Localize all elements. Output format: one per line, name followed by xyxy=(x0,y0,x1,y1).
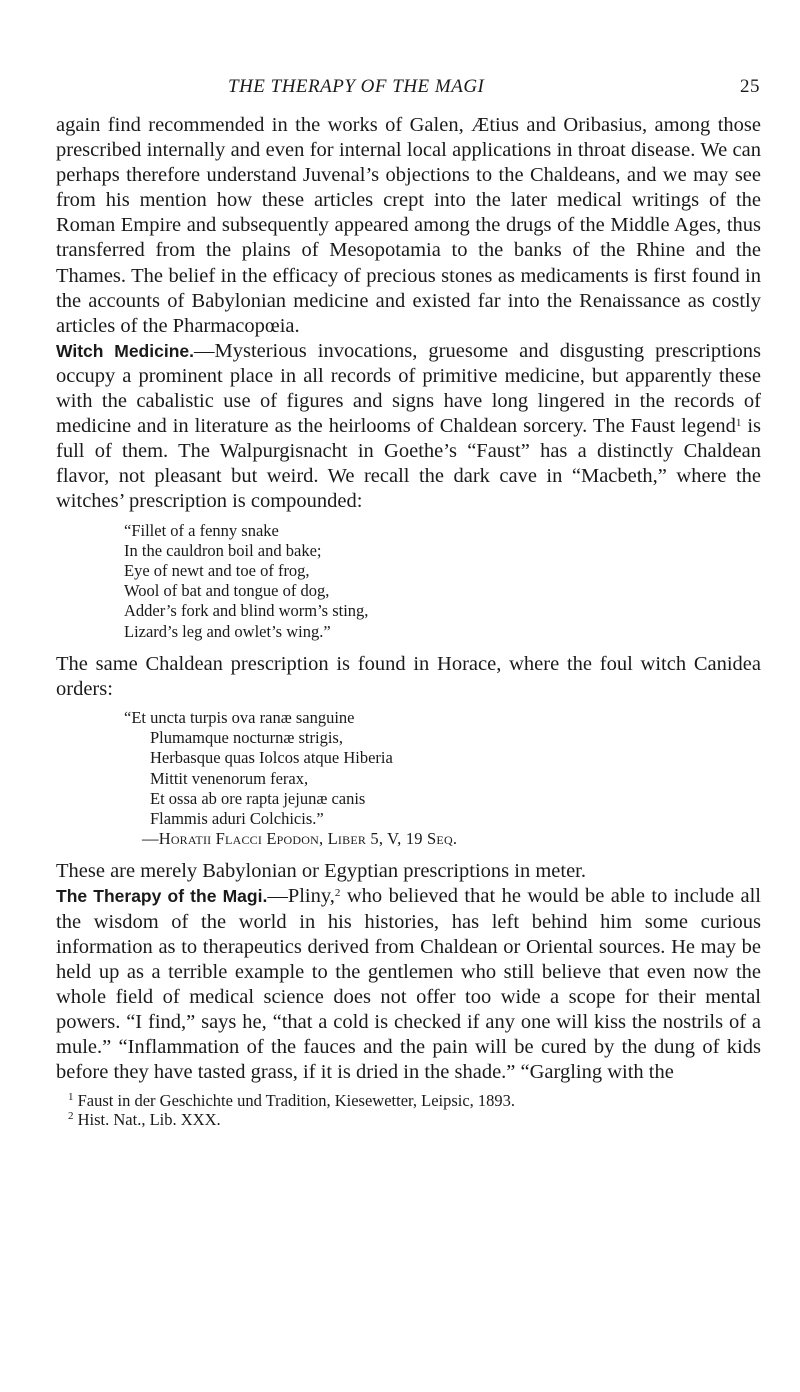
therapy-text-a: —Pliny, xyxy=(267,885,335,908)
footnote-text: Hist. Nat., Lib. XXX. xyxy=(77,1110,221,1130)
footnote-number: 1 xyxy=(68,1091,74,1104)
verse-line: Wool of bat and tongue of dog, xyxy=(124,581,330,601)
footnote-number: 2 xyxy=(68,1110,74,1123)
section-heading-therapy-of-magi: The Therapy of the Magi. xyxy=(56,886,268,907)
paragraph-witch-medicine xyxy=(56,339,761,515)
verse-line: Lizard’s leg and owlet’s wing.” xyxy=(124,621,331,641)
verse-line: “Fillet of a fenny snake xyxy=(124,520,279,540)
therapy-text-b: who believed that he would be able to include all the wisdom of the world in his histories, has left behind him some curious information as to therapeutics derived from Chaldean or Oriental sources. He may be held up as a terrible example to the gentlemen who still believe that even now the whole field of medical science does not offer too wide a scope for their mental powers. “I find,” says he, “that a cold is checked if any one will kiss the nostrils of a mule.” “Inflammation of the fauces and the pain will be cured by the dung of kids before they have tasted grass, if it is dried in the shade.” “Gargling with the xyxy=(56,885,761,1084)
verse-line: Adder’s fork and blind worm’s sting, xyxy=(124,601,369,621)
page-number: 25 xyxy=(740,76,760,97)
running-title: THE THERAPY OF THE MAGI xyxy=(228,76,485,97)
paragraph-precious-stones: again find recommended in the works of Galen, Ætius and Oribasius, among those prescribed internally and even for internal local applications in throat disease. We can perhaps therefore understand Juvenal’s objections to the Chaldeans, and we may see from his mention how these articles crept into the later medical writings of the Roman Empire and subsequently appeared among the drugs of the Middle Ages, thus transferred from the plains of Mesopotamia to the banks of the Rhine and the Thames. The belief in the efficacy of precious stones as medicaments is first found in the accounts of Babylonian medicine and existed far into the Renaissance as costly articles of the Pharmacopœia. xyxy=(56,114,761,337)
verse-line: “Et uncta turpis ova ranæ sanguine xyxy=(124,707,355,727)
horace-verse xyxy=(124,708,761,849)
running-header xyxy=(50,76,760,110)
footnotes xyxy=(56,1091,761,1129)
verse-line: In the cauldron boil and bake; xyxy=(124,540,322,560)
macbeth-verse xyxy=(124,521,761,642)
paragraph-therapy-of-magi xyxy=(56,884,761,1085)
verse-line: Mittit venenorum ferax, xyxy=(150,768,309,788)
verse-line: Herbasque quas Iolcos atque Hiberia xyxy=(150,748,393,768)
verse-citation: —Horatii Flacci Epodon, Liber 5, V, 19 Seq. xyxy=(142,829,458,849)
verse-line: Plumamque nocturnæ strigis, xyxy=(150,728,343,748)
footnote-ref-2: 2 xyxy=(334,887,341,900)
footnote-2 xyxy=(56,1110,761,1129)
footnote-text: Faust in der Geschichte und Tradition, Kiesewetter, Leipsic, 1893. xyxy=(77,1091,516,1111)
footnote-ref-1: 1 xyxy=(735,417,742,430)
page-body xyxy=(56,113,761,1129)
verse-line: Et ossa ab ore rapta jejunæ canis xyxy=(150,788,366,808)
verse-line: Eye of newt and toe of frog, xyxy=(124,560,310,580)
verse-line: Flammis aduri Colchicis.” xyxy=(150,808,324,828)
paragraph-meter: These are merely Babylonian or Egyptian prescriptions in meter. xyxy=(56,860,586,883)
section-heading-witch-medicine: Witch Medicine. xyxy=(56,340,194,361)
footnote-1 xyxy=(56,1091,761,1110)
witch-medicine-text-a: —Mysterious invocations, gruesome and disgusting prescriptions occupy a prominent place in all records of primitive medicine, but apparently these with the cabalistic use of figures and signs have long lingered in the records of medicine and in literature as the heirlooms of Chaldean sorcery. The Faust legend xyxy=(56,339,761,438)
witch-medicine-text-b: is full of them. The Walpurgisnacht in Goethe’s “Faust” has a distinctly Chaldean flavor, not pleasant but weird. We recall the dark cave in “Macbeth,” where the witches’ prescription is compounded: xyxy=(56,415,761,513)
paragraph-horace: The same Chaldean prescription is found in Horace, where the foul witch Canidea orders: xyxy=(56,652,761,700)
